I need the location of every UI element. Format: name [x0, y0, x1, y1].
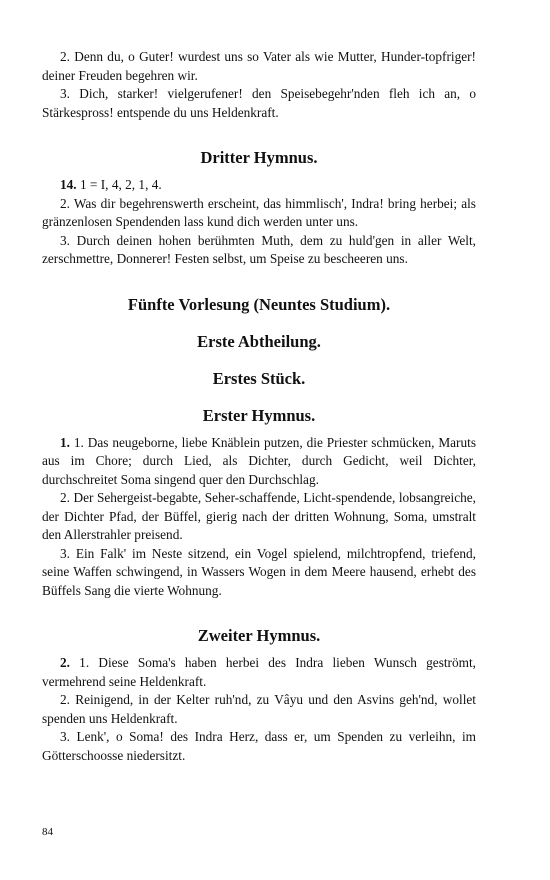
verse-text: 1. Diese Soma's haben herbei des Indra lieben Wunsch geströmt, vermehrend seine Heldenkraft. — [42, 655, 476, 689]
lecture-heading: Fünfte Vorlesung (Neuntes Studium). — [127, 294, 391, 314]
verse-text: 1 = I, 4, 2, 1, 4. — [76, 177, 162, 192]
verse-paragraph — [42, 654, 476, 691]
verse-number: 1. — [60, 434, 70, 450]
verse-paragraph: 2. Der Sehergeist-begabte, Seher-schaffende, Licht-spendende, lobsangreiche, der Dichter Pfad, der Büffel, gierig nach der dritten Wohnung, Soma, umstralt den Allerstrahler preisend. — [42, 490, 476, 542]
section-heading-dritter-hymnus: Dritter Hymnus. — [200, 148, 318, 167]
verse-paragraph: 2. Denn du, o Guter! wurdest uns so Vater als wie Mutter, Hunder-topfriger! deiner Freuden begehren wir. — [42, 49, 476, 83]
verse-paragraph: 2. Was dir begehrenswerth erscheint, das himmlisch', Indra! bring herbei; als gränzenlosen Spendenden lass kund dich werden unter uns. — [42, 195, 476, 229]
page-body — [42, 48, 476, 765]
verse-number: 14. — [60, 177, 77, 192]
verse-paragraph: 3. Lenk', o Soma! des Indra Herz, dass er, um Spenden zu verleihn, im Götterschoosse niedersitzt. — [42, 729, 476, 763]
verse-paragraph: 3. Dich, starker! vielgerufener! den Speisebegehr'nden fleh ich an, o Stärkespross! entspende du uns Heldenkraft. — [42, 86, 476, 120]
verse-text: 1. Das neugeborne, liebe Knäblein putzen, die Priester schmücken, Maruts aus im Chore; durch Lied, als Dichter, durch Gedicht, weil Dichter, durchschreitet Soma singend quer den Durchschlag. — [42, 434, 476, 487]
verse-paragraph: 2. Reinigend, in der Kelter ruh'nd, zu Vâyu und den Asvins geh'nd, wollet spenden uns Heldenkraft. — [42, 692, 476, 726]
page-number: 84 — [42, 826, 53, 838]
piece-heading: Erstes Stück. — [212, 368, 306, 388]
verse-paragraph: 3. Ein Falk' im Neste sitzend, ein Vogel spielend, milchtropfend, triefend, seine Waffen schwingend, in Wassers Wogen in dem Meere hausend, erhebt des Büffels Sang die vierte Wohnung. — [42, 545, 476, 598]
division-heading: Erste Abtheilung. — [197, 331, 321, 351]
verse-paragraph — [42, 176, 476, 195]
verse-number: 2. — [60, 655, 70, 670]
section-heading-erster-hymnus: Erster Hymnus. — [202, 405, 316, 425]
verse-paragraph: 3. Durch deinen hohen berühmten Muth, dem zu huld'gen in aller Welt, zerschmettre, Donnerer! Festen selbst, um Speise zu bescheeren uns. — [42, 232, 476, 266]
section-heading-zweiter-hymnus: Zweiter Hymnus. — [197, 626, 321, 645]
verse-paragraph — [42, 434, 476, 490]
